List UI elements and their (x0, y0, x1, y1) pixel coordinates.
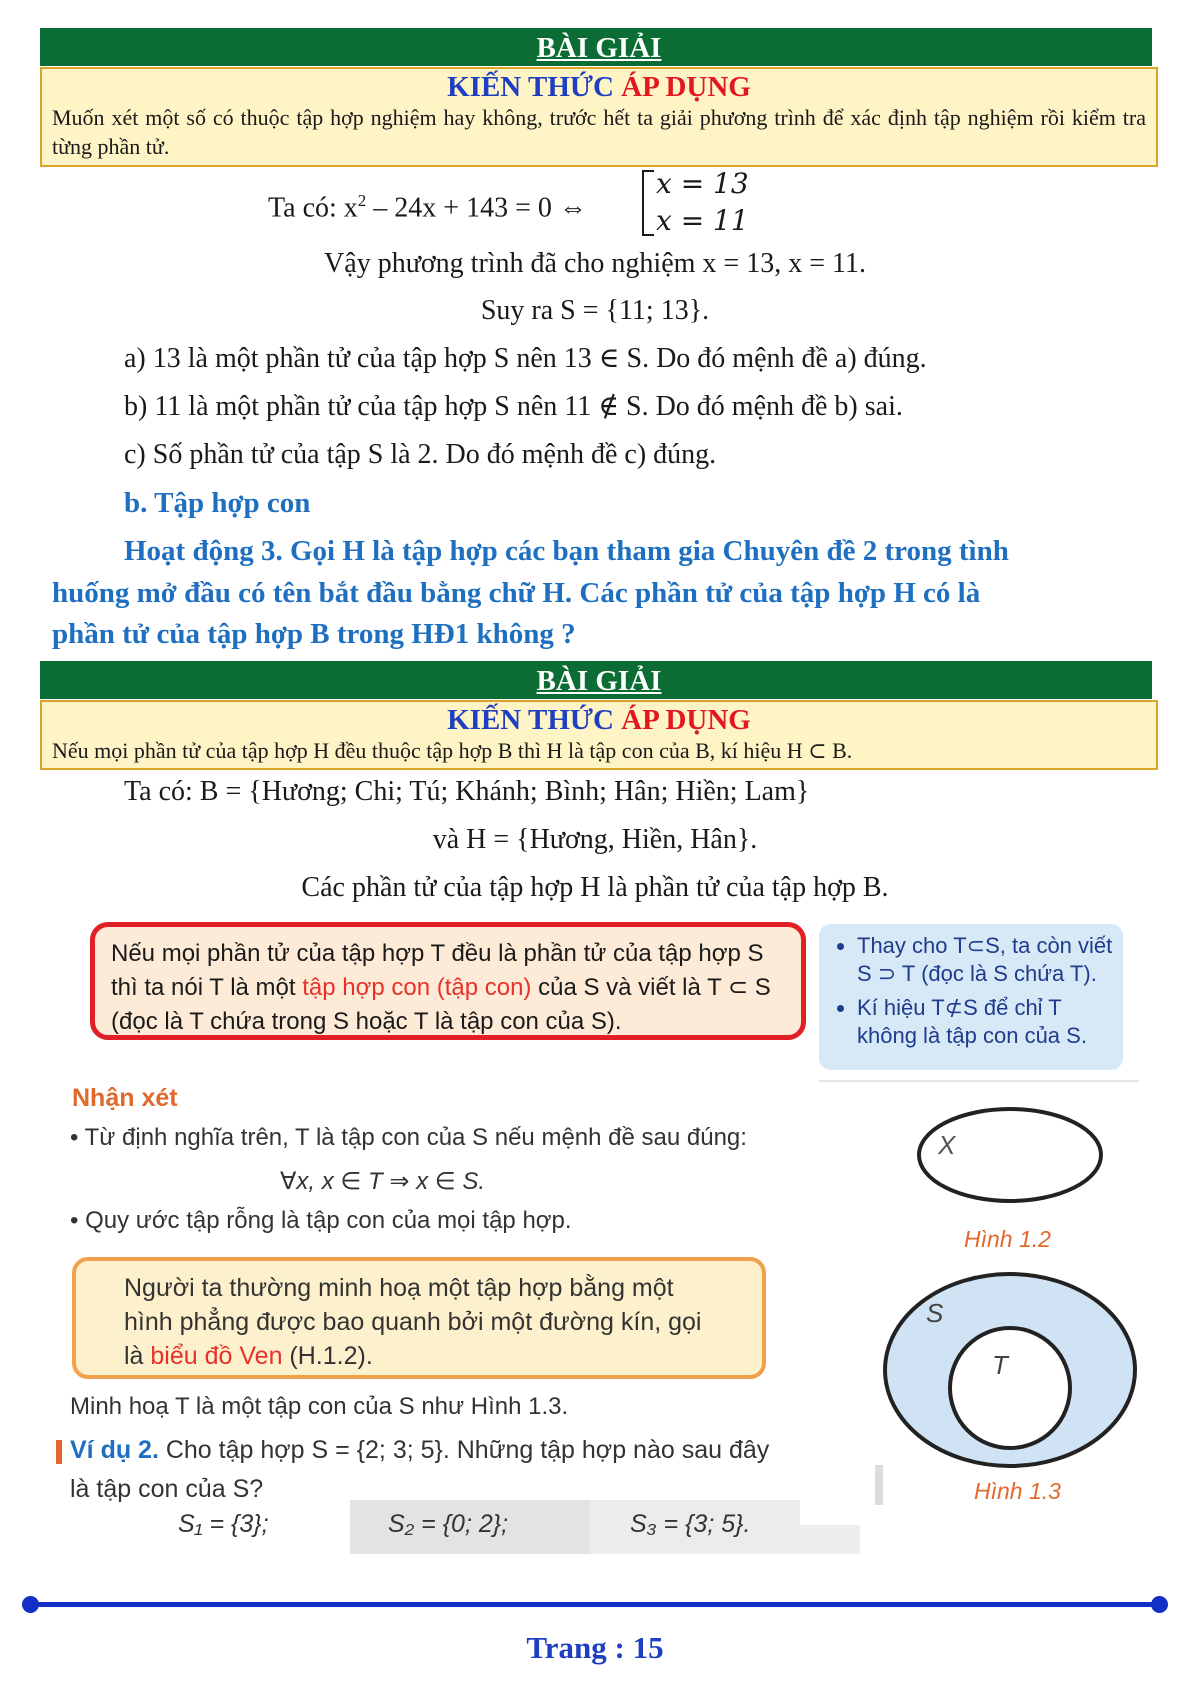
note-item-2: • Kí hiệu T⊄S để chỉ T không là tập con của S. (857, 994, 1113, 1050)
footer-line (30, 1602, 1160, 1607)
knowledge-box-2 (40, 700, 1158, 770)
equation: Ta có: $x^2 - 24x + 143 = 0$ ⇔ (268, 191, 587, 224)
remark-formula: ∀x, x ∈ T ⇒ x ∈ S. (280, 1168, 486, 1195)
case-bracket (642, 170, 654, 236)
definition-line-1: Nếu mọi phần tử của tập hợp T đều là phần tử của tập hợp S (111, 940, 764, 967)
definition-line-2: thì ta nói T là một tập hợp con (tập con) của S và viết là T ⊂ S (111, 974, 771, 1001)
definition-line-3: (đọc là T chứa trong S hoặc T là tập con của S). (111, 1008, 622, 1035)
venn-info-box: Người ta thường minh hoạ một tập hợp bằng một hình phẳng được bao quanh bởi một đường kín, gọi là biểu đồ Ven (H.1.2). (72, 1257, 766, 1379)
set-s-line: Suy ra S = {11; 13}. (480, 295, 710, 326)
solution-header-text: BÀI GIẢI (536, 665, 662, 697)
illustrate-line: Minh hoạ T là một tập con của S như Hình 1.3. (70, 1393, 569, 1420)
note-item-1: • Thay cho T⊂S, ta còn viết S ⊃ T (đọc là S chứa T). (857, 932, 1113, 988)
knowledge-title: KIẾN THỨC ÁP DỤNG (447, 704, 751, 736)
footer-dot-right (1151, 1596, 1168, 1613)
remark-title: Nhận xét (72, 1084, 178, 1112)
case-1: x = 13 (656, 167, 749, 200)
set-t-circle (950, 1328, 1070, 1448)
solution-header-1 (40, 28, 1158, 66)
set-h-line: và H = {Hương, Hiền, Hân}. (432, 824, 758, 855)
set-b-line: Ta có: B = {Hương; Chi; Tú; Khánh; Bình; Hân; Hiền; Lam} (124, 776, 810, 807)
case-2: x = 11 (656, 204, 749, 237)
remark-1: • Từ định nghĩa trên, T là tập con của S nếu mệnh đề sau đúng: (70, 1124, 747, 1151)
knowledge-title: KIẾN THỨC ÁP DỤNG (447, 71, 751, 103)
figure-1-3-caption: Hình 1.3 (974, 1478, 1061, 1504)
shade-strip (875, 1465, 883, 1505)
set-t-label: T (992, 1350, 1008, 1380)
shade-strip (800, 1525, 860, 1554)
item-b: b) 11 là một phần tử của tập hợp S nên 11 ∉ S. Do đó mệnh đề b) sai. (124, 391, 903, 422)
page-number: Trang : 15 (526, 1630, 664, 1665)
activity-line-3: phần tử của tập hợp B trong HĐ1 không ? (52, 618, 576, 650)
divider (819, 1080, 1139, 1082)
knowledge-text: Nếu mọi phần tử của tập hợp H đều thuộc tập hợp B thì H là tập con của B, kí hiệu H ⊂ B. (52, 738, 853, 763)
subset-s2: S₂ = {0; 2}; (388, 1510, 509, 1538)
note-box (819, 924, 1123, 1070)
subset-s3: S₃ = {3; 5}. (630, 1510, 751, 1538)
solution-header-2 (40, 661, 1158, 699)
knowledge-box-1 (40, 67, 1158, 167)
section-heading: b. Tập hợp con (124, 487, 311, 519)
item-c: c) Số phần tử của tập S là 2. Do đó mệnh đề c) đúng. (124, 439, 717, 470)
figure-1-2-caption: Hình 1.2 (964, 1226, 1051, 1252)
example-line-2: là tập con của S? (70, 1475, 264, 1503)
example-marker (56, 1440, 62, 1464)
activity-line-1: Hoạt động 3. Gọi H là tập hợp các bạn tham gia Chuyên đề 2 trong tình (124, 535, 1009, 567)
definition-box (90, 922, 806, 1040)
subset-s1: S₁ = {3}; (178, 1510, 269, 1538)
set-s-label: S (926, 1298, 944, 1328)
example-line: Ví dụ 2. Cho tập hợp S = {2; 3; 5}. Những tập hợp nào sau đây (70, 1436, 770, 1464)
venn-figure-1-3 (880, 1270, 1140, 1470)
footer-dot-left (22, 1596, 39, 1613)
activity-line-2: huống mở đầu có tên bắt đầu bằng chữ H. Các phần tử của tập hợp H có là (52, 577, 981, 609)
result-line: Các phần tử của tập hợp H là phần tử của tập hợp B. (301, 872, 889, 903)
item-a: a) 13 là một phần tử của tập hợp S nên 13 ∈ S. Do đó mệnh đề a) đúng. (124, 343, 927, 374)
solution-header-text: BÀI GIẢI (536, 32, 662, 64)
set-x-label: X (938, 1130, 956, 1160)
knowledge-text: Muốn xét một số có thuộc tập hợp nghiệm hay không, trước hết ta giải phương trình để xác định tập nghiệm rồi kiểm tra từng phần tử. (52, 105, 1146, 159)
conclusion-line: Vậy phương trình đã cho nghiệm x = 13, x = 11. (324, 248, 866, 279)
remark-2: • Quy ước tập rỗng là tập con của mọi tập hợp. (70, 1207, 572, 1234)
